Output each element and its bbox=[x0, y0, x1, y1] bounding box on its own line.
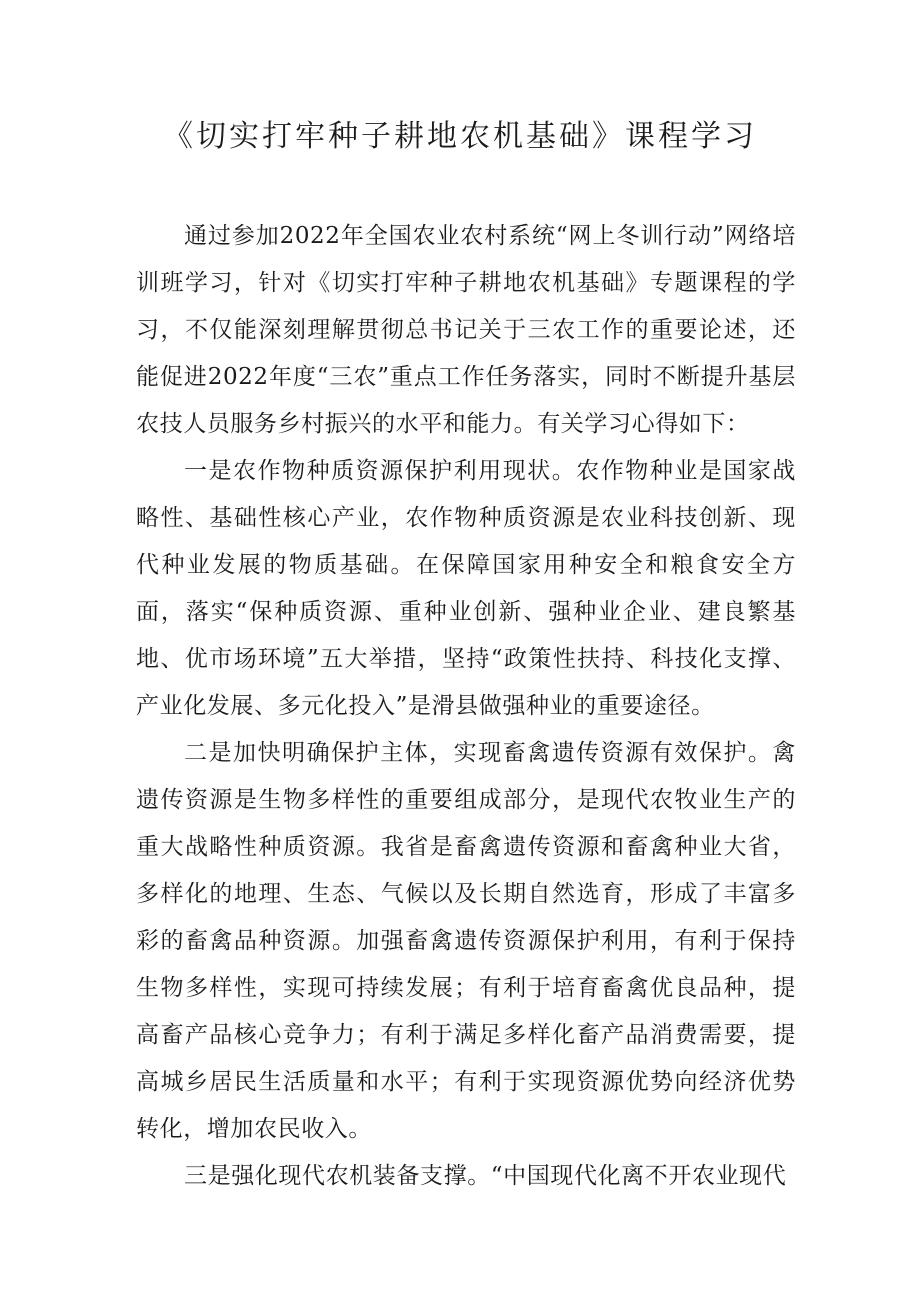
paragraph-point-two: 二是加快明确保护主体，实现畜禽遗传资源有效保护。禽遗传资源是生物多样性的重要组成部分，是现代农牧业生产的重大战略性种质资源。我省是畜禽遗传资源和畜禽种业大省，多样化的地理、生态、气候以及长期自然选育，形成了丰富多彩的畜禽品种资源。加强畜禽遗传资源保护利用，有利于保持生物多样性，实现可持续发展；有利于培育畜禽优良品种，提高畜产品核心竞争力；有利于满足多样化畜产品消费需要，提高城乡居民生活质量和水平；有利于实现资源优势向经济优势转化，增加农民收入。 bbox=[136, 740, 796, 1142]
paragraph-intro: 通过参加2022年全国农业农村系统“网上冬训行动”网络培训班学习，针对《切实打牢种子耕地农机基础》专题课程的学习，不仅能深刻理解贯彻总书记关于三农工作的重要论述，还能促进2022年度“三农”重点工作任务落实，同时不断提升基层农技人员服务乡村振兴的水平和能力。有关学习心得如下： bbox=[136, 223, 796, 437]
paragraph-point-three: 三是强化现代农机装备支撑。“中国现代化离不开农业现代 bbox=[184, 1163, 787, 1189]
paragraph-point-one: 一是农作物种质资源保护利用现状。农作物种业是国家战略性、基础性核心产业，农作物种质资源是农业科技创新、现代种业发展的物质基础。在保障国家用种安全和粮食安全方面，落实“保种质资源、重种业创新、强种业企业、建良繁基地、优市场环境”五大举措，坚持“政策性扶持、科技化支撑、产业化发展、多元化投入”是滑县做强种业的重要途径。 bbox=[136, 458, 796, 719]
document-title: 《切实打牢种子耕地农机基础》课程学习 bbox=[163, 119, 757, 154]
document-body bbox=[136, 213, 796, 1200]
